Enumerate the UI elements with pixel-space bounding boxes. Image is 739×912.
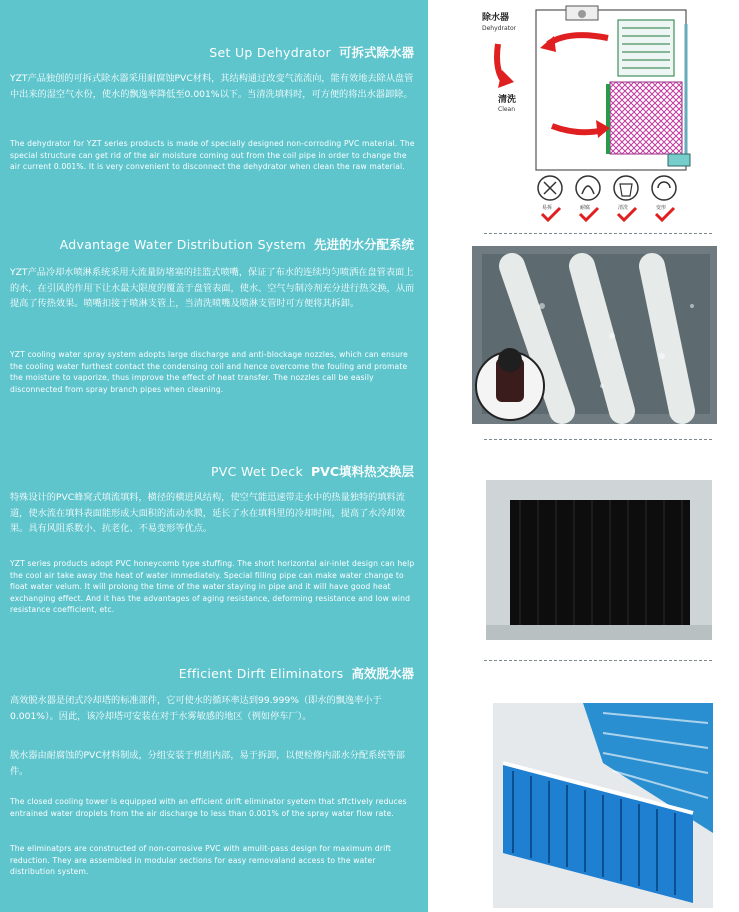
drift-eliminators-svg [493,703,713,908]
dehydrator-diagram-svg [478,4,718,229]
section-title-cn: 高效脱水器 [351,666,414,681]
drift-eliminators-text-cn-1: 高效脱水器是闭式冷却塔的标准部件，它可使水的循环率达到99.999%（即水的飘逸率小于0.001%）。因此，该冷却塔可安装在对于水雾敏感的地区（例如停车厂）。 [10,695,382,722]
section-title-dehydrator [14,42,414,61]
divider-3 [484,660,712,661]
feature-icon-deform [652,176,676,200]
dehydrator-text-en: The dehydrator for YZT series products is made of specially designed non-corroding PVC material. The special structure can get rid of the air moisture coming out from the coil pipe in order to change the air current 0.001%. It is very convenient to disconnect the dehydrator when clean the raw material. [10,139,415,172]
fan-icon [578,10,586,18]
label-clean-cn: 清洗 [498,95,517,105]
section-title-cn: 可拆式除水器 [338,45,414,60]
divider-1 [484,233,712,234]
section-title-cn: 先进的水分配系统 [313,237,414,252]
water-distribution-text-en: YZT cooling water spray system adopts large discharge and anti-blockage nozzles, which can ensure the cooling water furthest contact the condensing coil and hence overcome the fouling and promate the moisture to vaporize, thus improve the effect of heat transfer. The nozzles call be easily disconnected from spray branch pipes when cleaning. [10,350,408,394]
section-title-drift-eliminators [14,663,414,682]
label-clean-en: Clean [498,106,516,113]
dehydrator-diagram [478,4,718,229]
feature-label: 清洗 [618,205,629,211]
feature-label: 耐腐 [580,205,591,211]
green-strip [606,84,610,154]
label-dehydrator-cn: 除水器 [482,13,510,23]
spray-pipes-svg [472,246,717,424]
pvc-fill-svg [486,480,712,640]
feature-icon-corrosion [576,176,600,200]
section-title-en: Efficient Dirft Eliminators [178,666,344,681]
spray-pipes-photo [472,246,717,424]
section-title-en: Advantage Water Distribution System [59,237,306,252]
water-distribution-text-cn: YZT产品冷却水喷淋系统采用大流量防堵塞的挂篮式喷嘴，保证了布水的连续均匀喷洒在盘管表面上的水，在引风的作用下让水最大限度的覆盖于盘管表面，使水、空气与制冷剂充分进行热交换，从而提高了传热效果。喷嘴扣接于喷淋支管上，当清洗喷嘴及喷淋支管时可方便将其拆卸。 [10,267,415,309]
wet-deck-text-en: YZT series products adopt PVC honeycomb type stuffing. The short horizontal air-inlet design can help the cool air take away the heat of water immediately. Special filling pipe can make water change to float water velum. It will prolong the time of the water staying in pipe and it will have good heat exchanging effect. And it has the advantages of aging resistance, deforming resistance and low wind resistance coefficient, etc. [10,559,415,615]
pvc-fill-block [510,500,690,625]
pvc-wet-deck-photo [486,480,712,640]
drift-eliminators-text-en-2: The eliminatprs are constructed of non-corrosive PVC with amulit-pass design for maximum drift reduction. They are assembled in modular sections for easy removaland access to the water distribution system. [10,844,392,877]
wet-deck-fill [610,82,682,154]
feature-label: 易拆 [542,205,553,211]
divider-2 [484,439,712,440]
section-title-water-distribution [14,234,414,253]
section-title-pvc-wet-deck [14,461,414,480]
drift-eliminators-photo [493,703,713,908]
label-dehydrator-en: Dehydrator [482,25,517,32]
feature-label: 变形 [656,205,667,211]
feature-icons [538,176,676,220]
section-title-en: PVC Wet Deck [210,464,303,479]
pump [668,154,690,166]
section-title-cn: PVC填料热交换层 [310,464,414,479]
dehydrator-text-cn: YZT产品独创的可拆式除水器采用耐腐蚀PVC材料，其结构通过改变气流流向，能有效地去除从盘管中出来的湿空气水份，使水的飘逸率降低至0.001%以下。当清洗填料时，可方便的将出水器卸除。 [10,73,414,100]
section-title-en: Set Up Dehydrator [209,45,331,60]
drift-eliminators-text-cn-2: 脱水器由耐腐蚀的PVC材料制成，分组安装于机组内部，易于拆卸，以便检修内部水分配系统等部件。 [10,750,405,777]
wet-deck-text-cn: 特殊设计的PVC蜂窝式填流填料，横径的横进风结构，使空气能迅速带走水中的热量独特的填料流道，使水流在填料表面能形成大面积的流动水膜，延长了水在填料里的冷却时间，提高了水冷却效果。具有风阻系数小、抗老化、不易变形等优点。 [10,492,406,534]
drift-eliminators-text-en-1: The closed cooling tower is equipped with an efficient drift eliminator syetem that sffctively reduces entrained water droplets from the air discharge to less than 0.001% of the spray water flow rate. [10,797,407,818]
